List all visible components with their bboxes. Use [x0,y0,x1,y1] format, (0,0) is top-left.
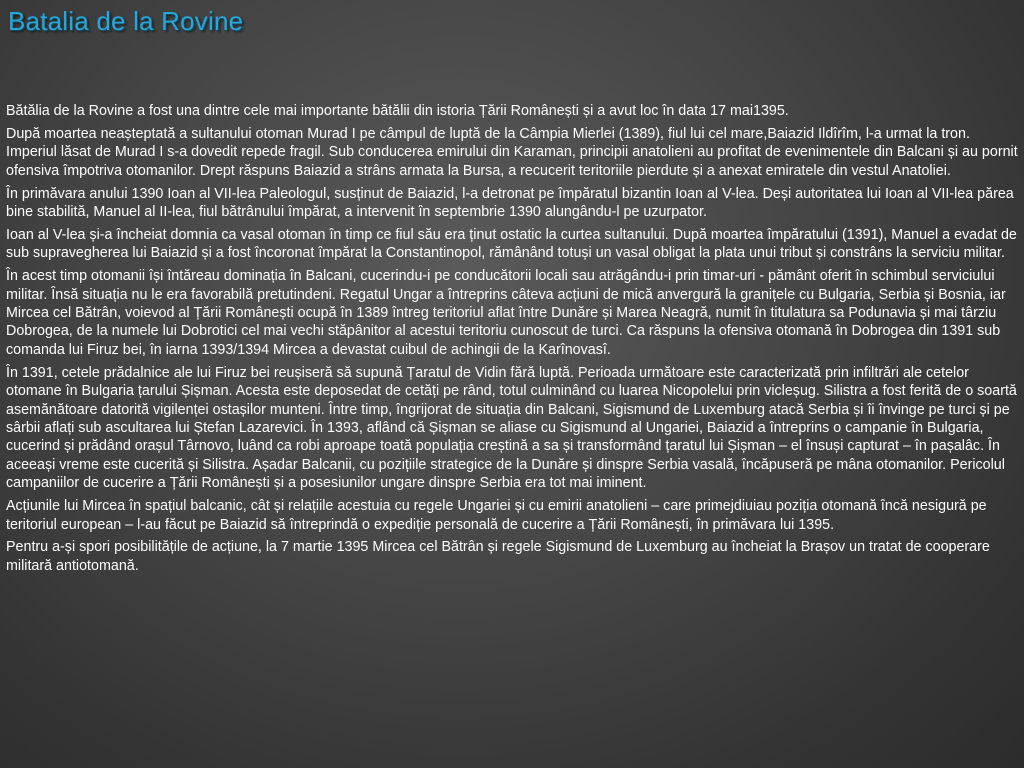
paragraph-6: În 1391, cetele prădalnice ale lui Firuz bei reușiseră să supună Țaratul de Vidin fără luptă. Perioada următoare este caracterizată prin infiltrări ale cetelor otomane în Bulgaria țarului Șișman. Acesta este deposedat de cetăți pe rând, totul culminând cu luarea Nicopolelui prin vicleșug. Silistra a fost ferită de o soartă asemănătoare datorită vigilenței ostașilor munteni. Între timp, îngrijorat de situația din Balcani, Sigismund de Luxemburg atacă Serbia și îi învinge pe turci și pe sârbii aflați sub ascultarea lui Ștefan Lazarevici. În 1393, aflând că Șișman se aliase cu Sigismund al Ungariei, Baiazid a întreprins o campanie în Bulgaria, cucerind și prădând orașul Târnovo, luând ca robi aproape toată populația creștină a sa și transformând țaratul lui Șișman – el însuși capturat – în pașalâc. În aceeași vreme este cucerită și Silistra. Așadar Balcanii, cu pozițiile strategice de la Dunăre și dinspre Serbia vasală, încăpuseră pe mâna otomanilor. Pericolul campaniilor de cucerire a Țării Românești și a posesiunilor ungare dinspre Serbia era tot mai iminent. [6,364,1017,492]
paragraph-1: Bătălia de la Rovine a fost una dintre cele mai importante bătălii din istoria Țării Românești și a avut loc în data 17 mai1395. [6,103,789,119]
paragraph-8: Pentru a-și spori posibilitățile de acțiune, la 7 martie 1395 Mircea cel Bătrân și regele Sigismund de Luxemburg au încheiat la Brașov un tratat de cooperare militară antiotomană. [6,539,990,574]
paragraph-3: În primăvara anului 1390 Ioan al VII-lea Paleologul, susținut de Baiazid, l-a detronat pe împăratul bizantin Ioan al V-lea. Deși autoritatea lui Ioan al VII-lea părea bine stabilită, Manuel al II-lea, fiul bătrânului împărat, a intervenit în septembrie 1390 alungându-l pe uzurpator. [6,185,1014,221]
slide-title: Batalia de la Rovine [8,6,244,36]
paragraph-5: În acest timp otomanii își întăreau dominația în Balcani, cucerindu-i pe conducătorii locali sau atrăgându-i prin timar-uri - pământ oferit în schimbul serviciului militar. Însă situația nu le era favorabilă pretutindeni. Regatul Ungar a întreprins câteva acțiuni de mică anvergură la granițele cu Bulgaria, Serbia și Bosnia, iar Mircea cel Bătrân, voievod al Țării Românești ocupă în 1389 întreg teritoriul aflat între Dunăre și Marea Neagră, numit în titulatura sa Podunavia și mai târziu Dobrogea, de la numele lui Dobrotici cel mai vechi stăpânitor al acestui teritoriu cunoscut de turci. Ca răspuns la ofensiva otomană în Dobrogea din 1391 sub comanda lui Firuz bei, în iarna 1393/1394 Mircea a devastat cuibul de achingii de la Karînovasî. [6,268,1006,358]
paragraph-7: Acțiunile lui Mircea în spațiul balcanic, cât și relațiile acestuia cu regele Ungariei și cu emirii anatolieni – care primejdiuiau poziția otomană încă nesigură pe teritoriul european – l-au făcut pe Baiazid să întreprindă o expediție personală de cucerire a Țării Românești, în primăvara lui 1395. [6,498,987,533]
paragraph-4: Ioan al V-lea și-a încheiat domnia ca vasal otoman în timp ce fiul său era ținut ostatic la curtea sultanului. După moartea împăratului (1391), Manuel a evadat de sub supravegherea lui Baiazid și a fost încoronat împărat la Constantinopol, rămânând totuși un vasal obligat la plata unui tribut și constrâns la serviciu militar. [6,226,1017,262]
slide-body [6,102,1018,580]
paragraph-2: După moartea neașteptată a sultanului otoman Murad I pe câmpul de luptă de la Câmpia Mierlei (1389), fiul lui cel mare,Baiazid Ildîrîm, l-a urmat la tron. Imperiul lăsat de Murad I s-a dovedit repede fragil. Sub conducerea emirului din Karaman, principii anatolieni au profitat de evenimentele din Balcani și au pornit ofensiva împotriva otomanilor. Drept răspuns Baiazid a strâns armata la Bursa, a recucerit teritoriile pierdute și a anexat emiratele din vestul Anatoliei. [6,125,1018,179]
